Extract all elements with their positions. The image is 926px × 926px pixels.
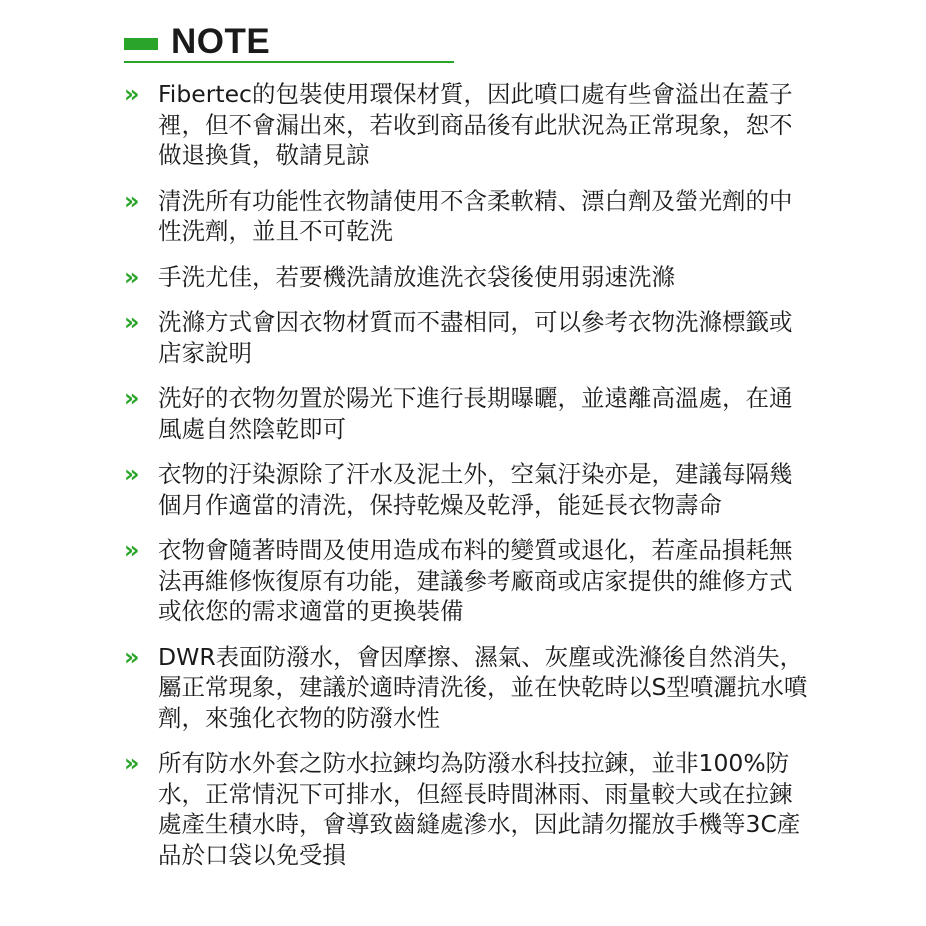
double-chevron-icon: » <box>124 308 140 336</box>
header-underline <box>124 61 454 63</box>
list-item <box>122 383 812 444</box>
list-item <box>122 459 812 520</box>
note-title: NOTE <box>171 22 271 61</box>
accent-bar <box>124 38 158 50</box>
note-list <box>122 79 812 885</box>
note-text: Fibertec的包裝使用環保材質，因此噴口處有些會溢出在蓋子裡，但不會漏出來，若收到商品後有此狀況為正常現象，恕不做退換貨，敬請見諒 <box>158 80 793 169</box>
list-item <box>122 79 812 171</box>
note-text: 清洗所有功能性衣物請使用不含柔軟精、漂白劑及螢光劑的中性洗劑，並且不可乾洗 <box>158 186 793 245</box>
list-item <box>122 307 812 368</box>
double-chevron-icon: » <box>124 80 140 108</box>
list-item <box>122 535 812 627</box>
list-item <box>122 262 812 293</box>
double-chevron-icon: » <box>124 536 140 564</box>
double-chevron-icon: » <box>124 749 140 777</box>
list-item <box>122 748 812 870</box>
note-text: 手洗尤佳，若要機洗請放進洗衣袋後使用弱速洗滌 <box>158 262 675 291</box>
note-text: 洗滌方式會因衣物材質而不盡相同，可以參考衣物洗滌標籤或店家說明 <box>158 308 793 367</box>
note-text: 洗好的衣物勿置於陽光下進行長期曝曬，並遠離高溫處，在通風處自然陰乾即可 <box>158 384 793 443</box>
double-chevron-icon: » <box>124 642 140 671</box>
note-header <box>124 14 454 66</box>
double-chevron-icon: » <box>124 186 140 215</box>
note-text: 所有防水外套之防水拉鍊均為防潑水科技拉鍊，並非100%防水，正常情況下可排水，但經長時間淋雨、雨量較大或在拉鍊處產生積水時，會導致齒縫處滲水，因此請勿擺放手機等3C產品於口袋以免受損 <box>158 749 801 869</box>
double-chevron-icon: » <box>124 384 140 412</box>
double-chevron-icon: » <box>124 460 140 488</box>
note-text: 衣物的汙染源除了汗水及泥土外，空氣汙染亦是，建議每隔幾個月作適當的清洗，保持乾燥及乾淨，能延長衣物壽命 <box>158 460 793 519</box>
list-item <box>122 186 812 247</box>
note-text: 衣物會隨著時間及使用造成布料的變質或退化，若產品損耗無法再維修恢復原有功能，建議參考廠商或店家提供的維修方式或依您的需求適當的更換裝備 <box>158 536 793 625</box>
double-chevron-icon: » <box>124 262 140 291</box>
list-item <box>122 642 812 734</box>
note-text: DWR表面防潑水，會因摩擦、濕氣、灰塵或洗滌後自然消失，屬正常現象，建議於適時清洗後，並在快乾時以S型噴灑抗水噴劑，來強化衣物的防潑水性 <box>158 642 808 732</box>
